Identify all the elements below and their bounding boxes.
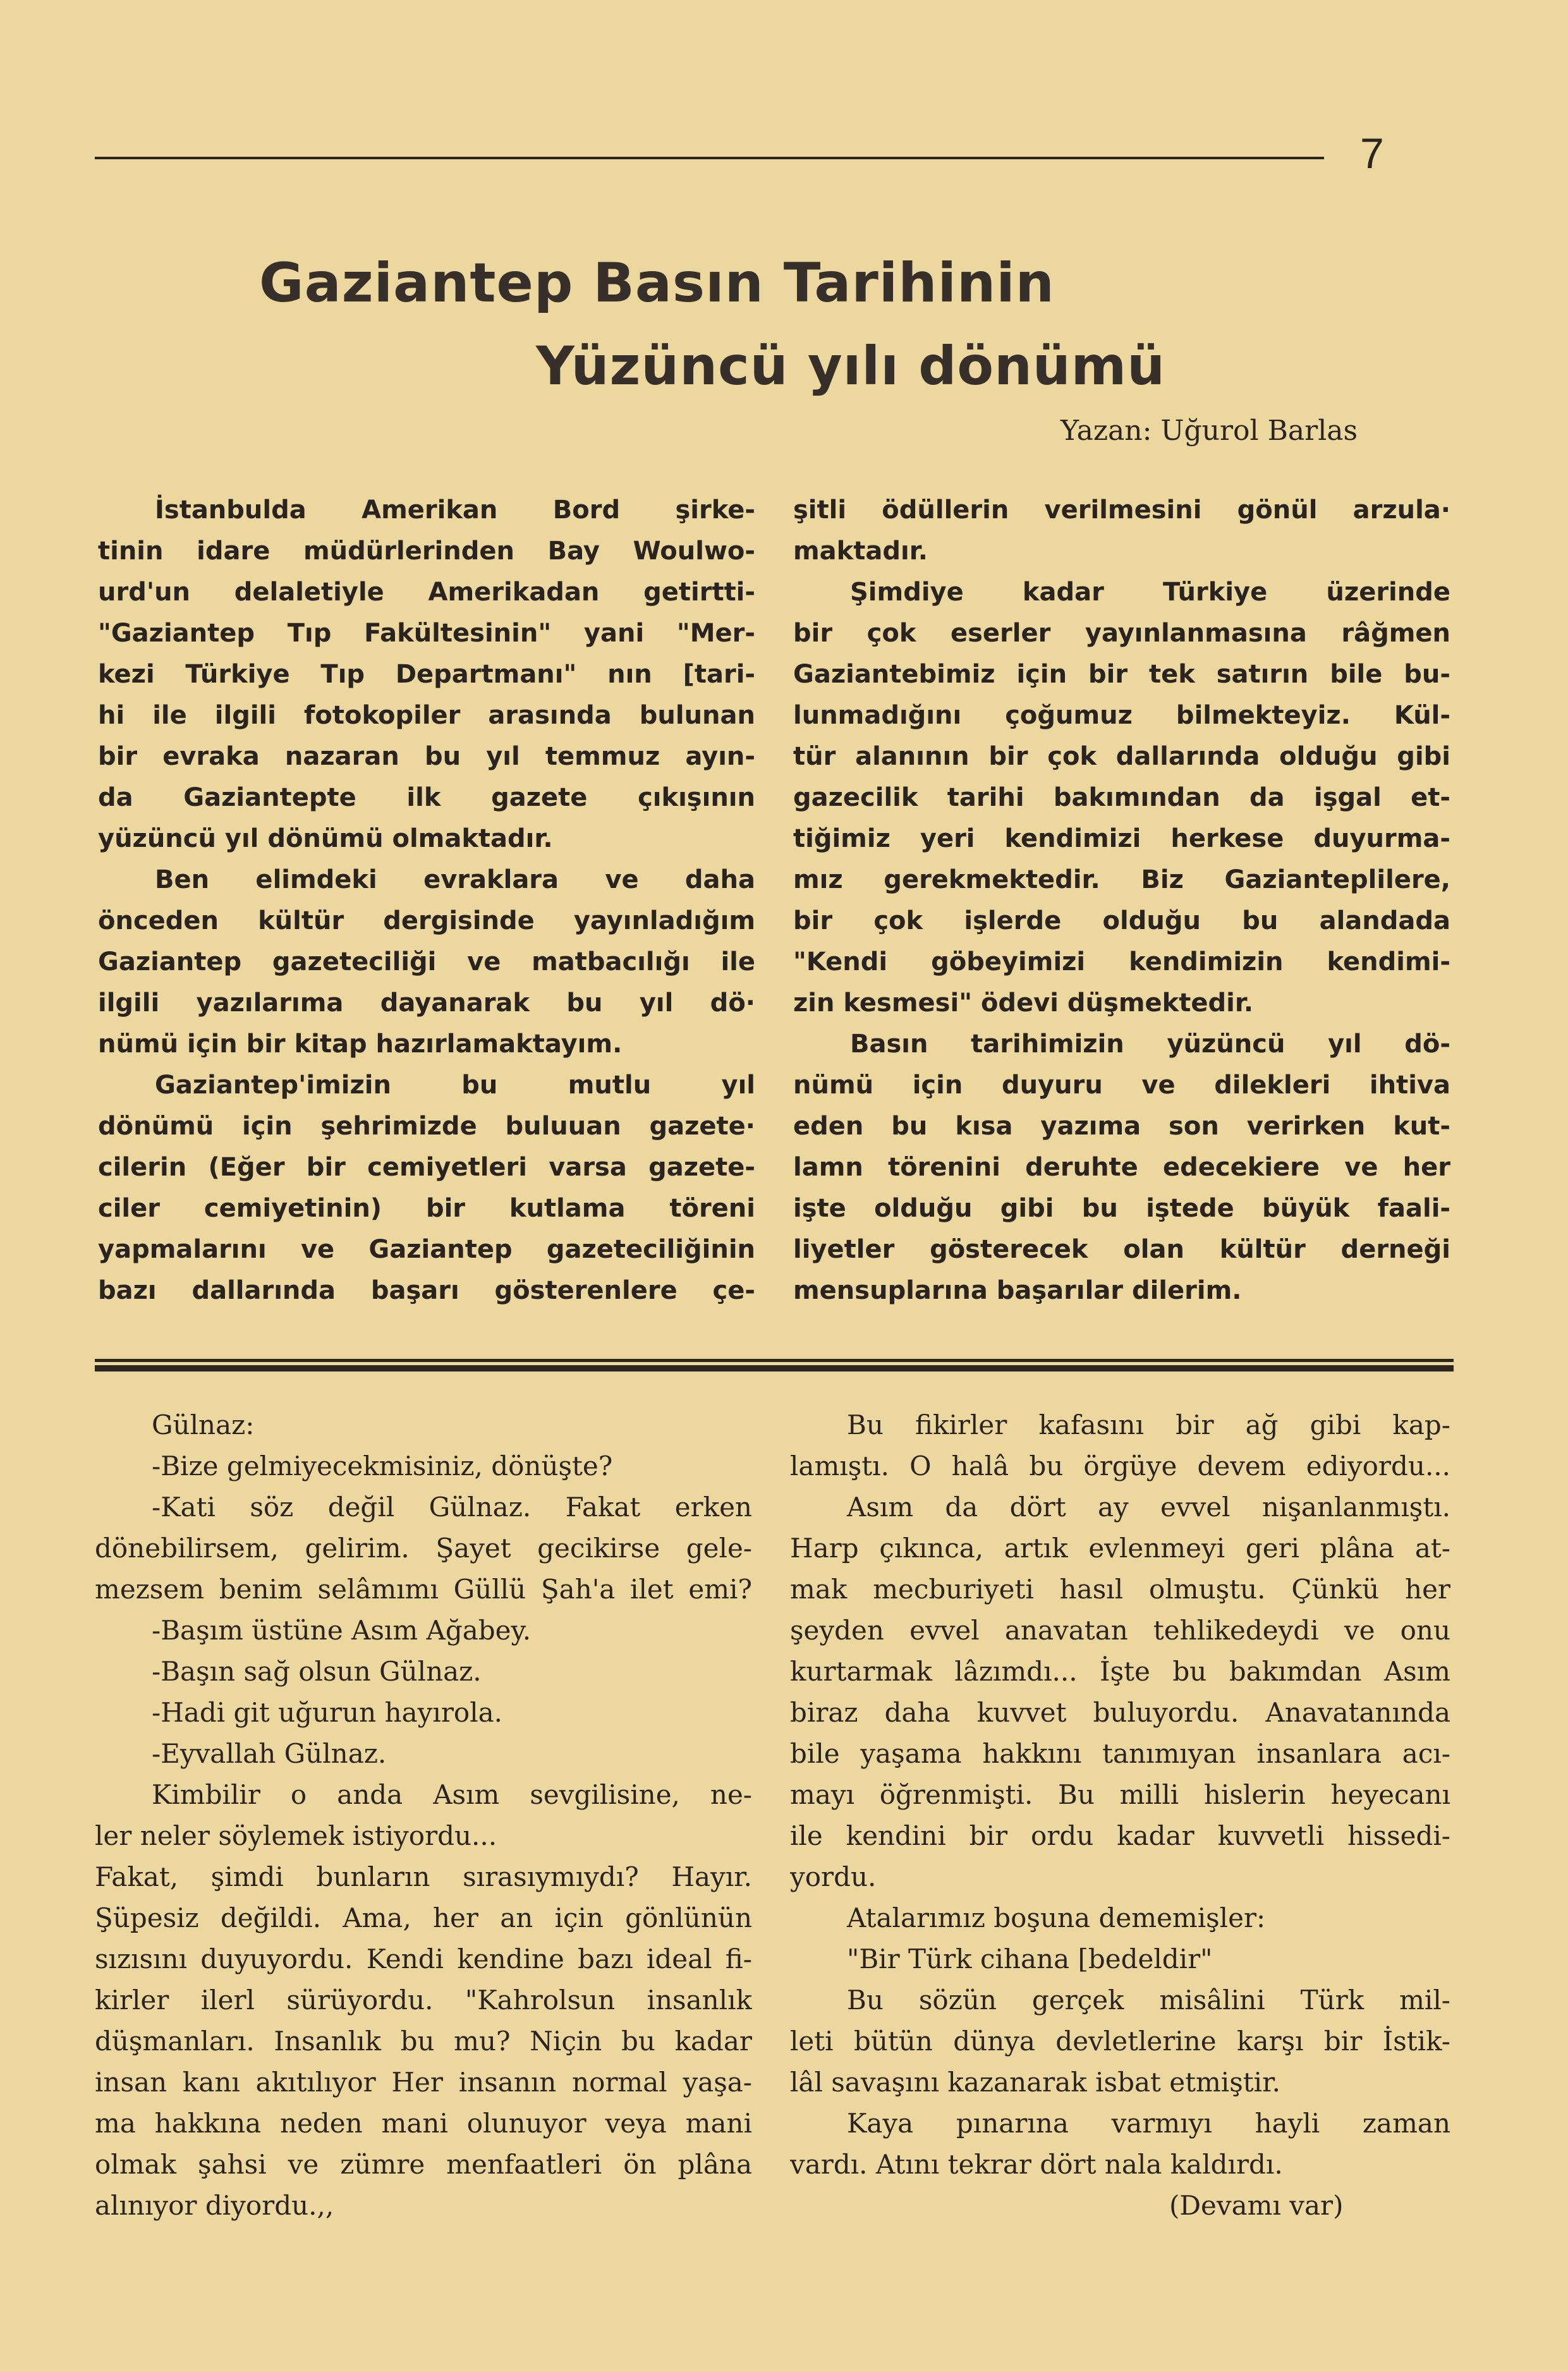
- text-line: mayı öğrenmişti. Bu milli hislerin heyecanı: [790, 1779, 1450, 1810]
- text-line: ilgili yazılarıma dayanarak bu yıl dö·: [98, 988, 755, 1018]
- page-number: 7: [1360, 130, 1384, 178]
- continued-note: (Devamı var): [1169, 2190, 1344, 2221]
- text-line: yordu.: [790, 1861, 877, 1892]
- text-line: insan kanı akıtılıyor Her insanın normal yaşa-: [95, 2067, 752, 2098]
- text-line: alınıyor diyordu.,,: [95, 2190, 334, 2221]
- text-line: hi ile ilgili fotokopiler arasında bulunan: [98, 701, 755, 730]
- article2-right-column: [790, 1404, 1450, 2226]
- text-line: ma hakkına neden mani olunuyor veya mani: [95, 2108, 752, 2139]
- section-divider-bottom: [95, 1365, 1454, 1372]
- text-line: nümü için duyuru ve dilekleri ihtiva: [793, 1071, 1450, 1100]
- text-line: Fakat, şimdi bunların sırasıymıydı? Hayır.: [95, 1861, 752, 1892]
- text-line: Şüpesiz değildi. Ama, her an için gönlünün: [95, 1902, 752, 1933]
- article-title-line-2: Yüzüncü yılı dönümü: [536, 335, 1165, 397]
- text-line: maktadır.: [793, 537, 928, 566]
- text-line: şeyden evvel anavatan tehlikedeydi ve onu: [790, 1615, 1450, 1646]
- text-line: şitli ödüllerin verilmesini gönül arzula·: [793, 496, 1450, 525]
- text-line: gazecilik tarihi bakımından da işgal et-: [793, 783, 1450, 812]
- text-line: Atalarımız boşuna dememişler:: [847, 1902, 1266, 1933]
- text-line: Bu sözün gerçek misâlini Türk mil-: [847, 1985, 1450, 2016]
- text-line: Gaziantebimiz için bir tek satırın bile bu-: [793, 660, 1450, 689]
- text-line: bir çok işlerde olduğu bu alandada: [793, 906, 1450, 935]
- text-line: mezsem benim selâmımı Güllü Şah'a ilet emi?: [95, 1574, 752, 1605]
- article1-left-column: [98, 490, 755, 1311]
- text-line: yüzüncü yıl dönümü olmaktadır.: [98, 824, 553, 853]
- text-line: cilerin (Eğer bir cemiyetleri varsa gazete-: [98, 1153, 755, 1182]
- text-line: olmak şahsi ve zümre menfaatleri ön plâna: [95, 2149, 752, 2180]
- text-line: Basın tarihimizin yüzüncü yıl dö-: [850, 1030, 1450, 1059]
- text-line: nümü için bir kitap hazırlamaktayım.: [98, 1030, 623, 1059]
- text-line: yapmalarını ve Gaziantep gazeteciliğinin: [98, 1235, 755, 1264]
- text-line: dönebilirsem, gelirim. Şayet gecikirse gele-: [95, 1533, 752, 1564]
- text-line: -Eyvallah Gülnaz.: [152, 1738, 387, 1769]
- text-line: -Başım üstüne Asım Ağabey.: [152, 1615, 532, 1646]
- text-line: mensuplarına başarılar dilerim.: [793, 1276, 1242, 1305]
- text-line: -Bize gelmiyecekmisiniz, dönüşte?: [152, 1451, 613, 1481]
- text-line: da Gaziantepte ilk gazete çıkışının: [98, 783, 755, 812]
- text-line: urd'un delaletiyle Amerikadan getirtti-: [98, 578, 755, 607]
- text-line: -Başın sağ olsun Gülnaz.: [152, 1656, 482, 1687]
- text-line: tür alanının bir çok dallarında olduğu gibi: [793, 742, 1450, 771]
- text-line: İstanbulda Amerikan Bord şirke-: [155, 496, 755, 525]
- text-line: Şimdiye kadar Türkiye üzerinde: [850, 578, 1450, 607]
- text-line: mız gerekmektedir. Biz Gazianteplilere,: [793, 865, 1450, 894]
- text-line: işte olduğu gibi bu iştede büyük faali-: [793, 1194, 1450, 1223]
- text-line: bir evraka nazaran bu yıl temmuz ayın-: [98, 742, 755, 771]
- text-line: -Hadi git uğurun hayırola.: [152, 1697, 503, 1728]
- text-line: biraz daha kuvvet buluyordu. Anavatanında: [790, 1697, 1450, 1728]
- text-line: Gaziantep'imizin bu mutlu yıl: [155, 1071, 755, 1100]
- text-line: lamıştı. O halâ bu örgüye devem ediyordu...: [790, 1451, 1450, 1481]
- text-line: "Bir Türk cihana [bedeldir": [847, 1943, 1213, 1974]
- text-line: düşmanları. Insanlık bu mu? Niçin bu kadar: [95, 2026, 752, 2057]
- text-line: bazı dallarında başarı gösterenlere çe-: [98, 1276, 755, 1305]
- text-line: leti bütün dünya devletlerine karşı bir İstik-: [790, 2026, 1450, 2057]
- text-line: Ben elimdeki evraklara ve daha: [155, 865, 755, 894]
- text-line: lunmadığını çoğumuz bilmekteyiz. Kül-: [793, 701, 1450, 730]
- section-divider-top: [95, 1359, 1454, 1362]
- text-line: Gülnaz:: [152, 1409, 255, 1440]
- text-line: eden bu kısa yazıma son verirken kut-: [793, 1112, 1450, 1141]
- text-line: liyetler gösterecek olan kültür derneği: [793, 1235, 1450, 1264]
- text-line: ile kendini bir ordu kadar kuvvetli hissedi-: [790, 1820, 1450, 1851]
- text-line: Asım da dört ay evvel nişanlanmıştı.: [847, 1492, 1450, 1523]
- text-line: tinin idare müdürlerinden Bay Woulwo-: [98, 537, 755, 566]
- text-line: "Gaziantep Tıp Fakültesinin" yani "Mer-: [98, 619, 755, 648]
- text-line: ler neler söylemek istiyordu...: [95, 1820, 497, 1851]
- text-line: Kaya pınarına varmıyı hayli zaman: [847, 2108, 1450, 2139]
- text-line: mak mecburiyeti hasıl olmuştu. Çünkü her: [790, 1574, 1450, 1605]
- text-line: Bu fikirler kafasını bir ağ gibi kap-: [847, 1409, 1450, 1440]
- article1-right-column: [793, 490, 1450, 1311]
- text-line: Kimbilir o anda Asım sevgilisine, ne-: [152, 1779, 752, 1810]
- text-line: kezi Türkiye Tıp Departmanı" nın [tari-: [98, 660, 755, 689]
- text-line: ciler cemiyetinin) bir kutlama töreni: [98, 1194, 755, 1223]
- article-title-line-1: Gaziantep Basın Tarihinin: [259, 252, 1055, 315]
- text-line: sızısını duyuyordu. Kendi kendine bazı ideal fi-: [95, 1943, 752, 1974]
- text-line: tiğimiz yeri kendimizi herkese duyurma-: [793, 824, 1450, 853]
- text-line: kurtarmak lâzımdı... İşte bu bakımdan Asım: [790, 1656, 1450, 1687]
- text-line: önceden kültür dergisinde yayınladığım: [98, 906, 755, 935]
- text-line: Harp çıkınca, artık evlenmeyi geri plâna at-: [790, 1533, 1450, 1564]
- text-line: Gaziantep gazeteciliği ve matbacılığı ile: [98, 947, 755, 976]
- text-line: dönümü için şehrimizde buluuan gazete·: [98, 1112, 755, 1141]
- header-rule: [95, 157, 1324, 159]
- text-line: vardı. Atını tekrar dört nala kaldırdı.: [790, 2149, 1283, 2180]
- article2-left-column: [95, 1404, 752, 2226]
- text-line: -Kati söz değil Gülnaz. Fakat erken: [152, 1492, 752, 1523]
- article-byline: Yazan: Uğurol Barlas: [1061, 415, 1358, 447]
- text-line: kirler ilerl sürüyordu. "Kahrolsun insanlık: [95, 1985, 752, 2016]
- text-line: "Kendi göbeyimizi kendimizin kendimi-: [793, 947, 1450, 976]
- text-line: bile yaşama hakkını tanımıyan insanlara acı-: [790, 1738, 1450, 1769]
- text-line: lamn törenini deruhte edecekiere ve her: [793, 1153, 1450, 1182]
- text-line: lâl savaşını kazanarak isbat etmiştir.: [790, 2067, 1280, 2098]
- text-line: bir çok eserler yayınlanmasına râğmen: [793, 619, 1450, 648]
- text-line: zin kesmesi" ödevi düşmektedir.: [793, 988, 1254, 1018]
